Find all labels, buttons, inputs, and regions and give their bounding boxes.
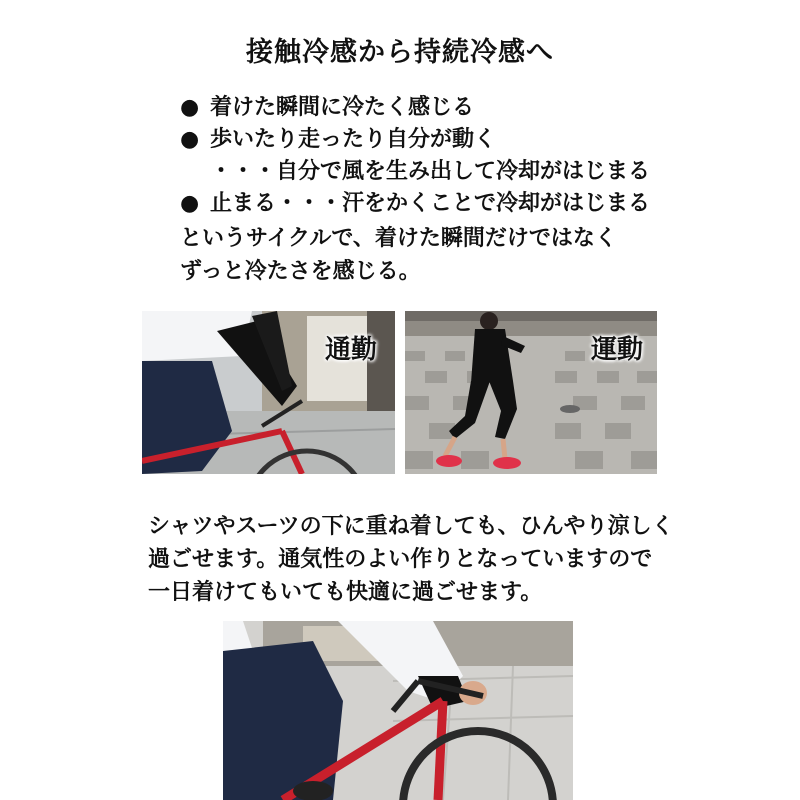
list-item-subtext: ・・・自分で風を生み出して冷却がはじまる: [210, 159, 651, 184]
list-item: [180, 124, 660, 156]
sport-label: 運動: [590, 335, 643, 365]
commute-photo: [142, 311, 395, 474]
description-line: 過ごせます。通気性のよい作りとなっていますので: [148, 547, 653, 572]
description-text: [148, 510, 678, 609]
list-item-text: 止まる・・・汗をかくことで冷却がはじまる: [210, 191, 651, 216]
description-line: 一日着けてもいても快適に過ごせます。: [148, 580, 543, 605]
list-item: [180, 92, 660, 124]
summary-text: [180, 222, 660, 288]
commute-label: 通勤: [324, 335, 377, 365]
list-item-text: 歩いたり走ったり自分が動く: [210, 127, 497, 152]
sport-photo: [405, 311, 657, 474]
list-item-text: 着けた瞬間に冷たく感じる: [210, 95, 475, 120]
bullet-icon: ●: [180, 95, 200, 120]
bike-photo: [223, 621, 573, 800]
bullet-icon: ●: [180, 127, 200, 152]
summary-line: というサイクルで、着けた瞬間だけではなく: [180, 226, 617, 251]
description-line: シャツやスーツの下に重ね着しても、ひんやり涼しく: [148, 514, 674, 539]
list-item: [180, 188, 660, 220]
bullet-icon: ●: [180, 191, 200, 216]
feature-list: [180, 92, 660, 220]
page-title: 接触冷感から持続冷感へ: [246, 37, 554, 68]
bike-photo-illustration: [223, 621, 573, 800]
summary-line: ずっと冷たさを感じる。: [180, 259, 421, 284]
